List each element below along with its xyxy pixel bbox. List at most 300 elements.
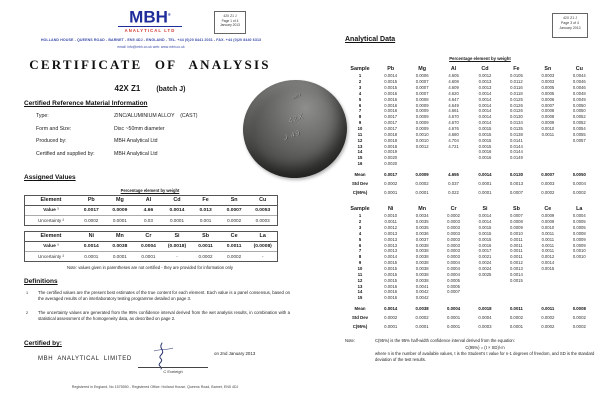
table-cell: 0.0013 (478, 79, 492, 85)
table-cell: C(95%) (352, 190, 368, 196)
column-header: Pb (87, 197, 95, 204)
table-cell: 0.0002 (198, 253, 213, 259)
table-cell: 0.0003 (255, 217, 270, 223)
table-cell: 0.022 (448, 190, 459, 196)
assigned-values-note: Note: values given in parentheses are not certified - they are provided for information only (67, 265, 233, 270)
table-cell: 0.0050 (572, 102, 586, 108)
table-cell: 0.0005 (541, 85, 555, 91)
table-cell: Mean (354, 172, 366, 178)
table-cell: 0.0149 (510, 155, 523, 161)
table-cell: 0.0016 (384, 283, 398, 289)
table-cell: 0.0053 (255, 207, 271, 213)
table-cell: 4.670 (448, 120, 459, 126)
table-cell: 0.0011 (541, 131, 555, 137)
assigned-values-heading: Assigned Values (24, 174, 76, 181)
table-cell: 0.0105 (510, 73, 523, 79)
table-cell: 2 (358, 219, 362, 225)
mbh-logo-subtitle: ANALYTICAL LTD (118, 26, 182, 33)
table-cell: 0.0003 (478, 324, 492, 330)
table-cell: 7 (358, 248, 362, 254)
table-cell: 7 (358, 108, 362, 114)
table-cell: 0.0003 (541, 181, 555, 187)
table-cell: Mean (354, 306, 366, 312)
table-row (345, 96, 595, 102)
table-cell: 0.0016 (384, 108, 398, 114)
table-cell: 0.0034 (415, 213, 429, 219)
table-cell: 0.0013 (510, 266, 523, 272)
table-cell: 0.0015 (384, 277, 398, 283)
table-cell: 0.0009 (541, 120, 555, 126)
table-cell: 4.680 (448, 131, 459, 137)
table-cell: 0.0144 (510, 149, 523, 155)
table-cell: 0.0011 (541, 242, 555, 248)
field-label: Certified and supplied by: (36, 150, 95, 157)
table-cell: 0.0001 (478, 181, 492, 187)
table-row (345, 324, 595, 331)
table-cell: 0.0004 (572, 213, 586, 219)
table-cell: 0.0009 (572, 236, 586, 242)
table-row (25, 206, 277, 216)
table-cell: 0.0011 (541, 236, 555, 242)
table-cell: 0.0016 (478, 149, 492, 155)
table-cell: 0.0002 (572, 190, 586, 196)
note-intro: C(95%) is the 95% half-width confidence interval derived from the equation: (375, 338, 515, 343)
table-cell: 1 (358, 73, 362, 79)
table-cell: 0.0009 (510, 225, 523, 231)
table-cell: 0.0013 (384, 248, 398, 254)
table-cell: Std Dev (352, 315, 368, 321)
column-header: Cr (450, 205, 457, 212)
table-cell: 0.0015 (478, 126, 492, 132)
assigned-values-subheading: Percentage element by weight (120, 188, 180, 193)
table-cell: 4.661 (448, 108, 459, 114)
table-cell: 0.0004 (447, 271, 460, 277)
field-label: Produced by: (36, 138, 67, 144)
product-code: 42X Z1 (114, 84, 141, 93)
table-row (345, 225, 595, 231)
table-cell: 0.0002 (541, 315, 555, 321)
table-cell: 0.0012 (384, 225, 398, 231)
batch-label: (batch J) (156, 86, 186, 93)
table-cell: 0.0038 (112, 243, 128, 249)
table-cell: 13 (357, 283, 363, 289)
table-cell: 0.0014 (478, 108, 492, 114)
table-cell: 0.0003 (447, 248, 460, 254)
table-cell: 0.0009 (415, 108, 429, 114)
table-row (345, 126, 595, 132)
page-stamp-right (552, 13, 588, 38)
table-cell: 0.0050 (572, 172, 586, 178)
table-row (345, 114, 595, 120)
column-header: Al (145, 197, 152, 204)
table-cell: 8 (358, 114, 362, 120)
table-row (345, 260, 595, 266)
table-cell: 0.0055 (572, 131, 586, 137)
table-cell: 0.0135 (510, 126, 523, 132)
table-cell: 0.0010 (415, 137, 429, 143)
table-cell: 0.0017 (384, 114, 398, 120)
table-cell: 0.0035 (415, 219, 429, 225)
table-cell: 0.0125 (510, 96, 523, 102)
table-cell: 0.0016 (384, 90, 398, 96)
table-cell: 0.0001 (446, 315, 461, 321)
table-cell: 0.0007 (509, 190, 523, 196)
table-cell: 0.0003 (447, 254, 460, 260)
table-cell: 4.649 (448, 102, 459, 108)
table-cell: 1 (358, 213, 362, 219)
column-header: La (259, 233, 266, 240)
table-cell: 0.0019 (384, 149, 398, 155)
table-cell: 0.0002 (84, 217, 99, 223)
table-cell: - (176, 253, 178, 259)
table-cell: 0.0038 (415, 242, 429, 248)
table-cell: 0.0005 (541, 90, 555, 96)
table-cell: 0.0017 (83, 207, 99, 213)
table-cell: 0.0001 (415, 190, 429, 196)
disc-engraving-code: 42X (286, 111, 306, 126)
table-cell: 0.0014 (478, 102, 492, 108)
table-cell: 0.0126 (510, 102, 523, 108)
analytical-table-2 (345, 204, 595, 330)
column-header: Sn (544, 65, 552, 72)
table-cell: (0.0018) (167, 243, 187, 249)
table-cell: 0.0112 (510, 79, 523, 85)
note-detail: where n is the number of available values, t is the Student's t value for n-1 degrees of freedom, and SD is the standard deviation of the test results. (375, 351, 595, 362)
table-cell: 0.0003 (447, 230, 460, 236)
table-cell: 0.0016 (384, 295, 398, 301)
mbh-logo-text: MBH® (129, 7, 171, 27)
note-label: Note: (345, 338, 356, 343)
table-cell: 0.0050 (572, 108, 586, 114)
table-cell: 0.0020 (384, 161, 398, 167)
table-cell: 10 (357, 126, 363, 132)
column-header: Si (482, 205, 488, 212)
table-cell: 0.0002 (384, 181, 398, 187)
table-cell: 14 (357, 149, 363, 155)
column-header: Element (40, 197, 62, 204)
table-row (345, 248, 595, 254)
table-cell: 0.0004 (447, 260, 460, 266)
table-row (25, 196, 277, 206)
table-cell: 0.0015 (541, 266, 555, 272)
table-cell: 0.0001 (384, 190, 398, 196)
table-cell: 0.0001 (415, 324, 429, 330)
table-cell: 0.0011 (510, 242, 523, 248)
disc-engraving-batch: J 49 (283, 129, 302, 143)
column-header: Fe (202, 197, 209, 204)
table-cell: 0.0016 (384, 289, 398, 295)
table-cell: 0.0138 (510, 131, 523, 137)
table-cell: 0.0038 (415, 271, 429, 277)
table-cell: 0.0011 (510, 248, 523, 254)
table-cell: 0.0007 (415, 85, 429, 91)
column-header: Mg (418, 65, 427, 72)
table-cell: 0.0001 (141, 253, 156, 259)
table-cell: 0.0141 (510, 137, 523, 143)
table-row (345, 64, 595, 73)
field-value: MBH Analytical Ltd (114, 150, 158, 157)
table-cell: 0.0038 (415, 266, 429, 272)
table-cell: 0.0002 (572, 324, 586, 330)
table-cell: 0.0015 (384, 85, 398, 91)
table-cell: 0.0015 (478, 225, 492, 231)
table-cell: 0.0012 (510, 260, 523, 266)
table-cell: 5 (358, 236, 362, 242)
column-header: Sn (230, 197, 238, 204)
table-cell: 0.0009 (112, 207, 128, 213)
table-cell: 15 (357, 155, 363, 161)
field-label: Type: (36, 113, 49, 119)
table-cell: 0.0009 (415, 114, 429, 120)
table-cell: 0.0003 (447, 219, 460, 225)
table-cell: 0.0001 (384, 324, 398, 330)
table-cell: 0.0005 (447, 283, 460, 289)
table-cell: 0.0011 (384, 219, 397, 225)
table-cell: 4 (358, 90, 362, 96)
table-cell: 4 (358, 230, 362, 236)
table-cell: 0.0013 (384, 236, 398, 242)
column-header: Sb (512, 205, 520, 212)
table-cell: 0.0009 (415, 102, 429, 108)
table-cell: 0.0011 (198, 243, 213, 249)
table-cell: 0.0003 (541, 73, 555, 79)
table-cell: Value ¹ (43, 243, 59, 249)
table-cell: 0.0015 (478, 137, 492, 143)
assigned-values-table-2 (24, 231, 278, 262)
table-row (345, 315, 595, 322)
table-cell: 0.0009 (415, 172, 429, 178)
table-cell: 0.0016 (478, 242, 492, 248)
table-cell: 0.0010 (572, 254, 586, 260)
table-cell: 0.0006 (541, 96, 555, 102)
table-cell: 0.0013 (384, 230, 398, 236)
table-cell: 0.0011 (541, 306, 555, 312)
table-row (345, 254, 595, 260)
table-cell: 0.0009 (541, 219, 555, 225)
table-cell: 0.0018 (478, 306, 492, 312)
definitions-heading: Definitions (24, 278, 58, 285)
sample-disc-photo (238, 75, 352, 183)
table-cell: 0.0010 (541, 225, 555, 231)
table-cell: 4.704 (448, 137, 459, 143)
table-cell: 0.0013 (478, 85, 492, 91)
table-cell: 0.0118 (510, 90, 523, 96)
table-cell: Std Dev (352, 181, 368, 187)
column-header: Si (174, 233, 180, 240)
certification-date: on 2nd January 2013 (214, 351, 256, 356)
table-cell: 4.670 (448, 114, 459, 120)
table-cell: 0.0008 (510, 219, 523, 225)
table-cell: 0.0042 (415, 295, 429, 301)
table-cell: 12 (357, 277, 363, 283)
table-cell: 0.0014 (478, 219, 492, 225)
column-header: Ni (388, 205, 394, 212)
table-cell: 12 (357, 137, 363, 143)
table-cell: 0.0016 (384, 102, 398, 108)
table-row (345, 306, 595, 313)
signatory-name: C Eveleigh (163, 369, 183, 374)
field-value: ZINC/ALUMINIUM ALLOY (CAST) (114, 113, 198, 119)
table-cell: 0.0007 (415, 90, 429, 96)
note-body (375, 338, 595, 362)
table-cell: 0.0014 (478, 120, 492, 126)
mbh-logo (118, 6, 182, 33)
table-cell: 3 (358, 225, 362, 231)
table-row (25, 216, 277, 225)
table-cell: 0.0010 (572, 248, 586, 254)
table-row (345, 231, 595, 237)
column-header: Pb (387, 65, 395, 72)
table-cell: 0.0016 (384, 96, 398, 102)
column-header: Al (450, 65, 457, 72)
company-address: HOLLAND HOUSE - QUEENS ROAD - BARNET - EN5 4DJ - ENGLAND - TEL. +44 (0)20 8441 2031 - FAX. +44 (0)20 8440 6313 (40, 38, 262, 42)
table-cell: 0.0035 (415, 225, 429, 231)
table-cell: 0.0057 (572, 137, 586, 143)
table-cell: 0.0002 (384, 315, 398, 321)
column-header: Cd (481, 65, 489, 72)
table-cell: 11 (357, 271, 363, 277)
table-cell: 0.0054 (572, 126, 586, 132)
table-cell: 0.0025 (478, 271, 492, 277)
table-cell: 0.0007 (447, 289, 460, 295)
table-cell: 0.0018 (384, 131, 398, 137)
definition-1 (26, 290, 290, 301)
table-cell: 0.0002 (509, 315, 523, 321)
table-cell: 0.0024 (478, 260, 492, 266)
column-header: Ce (230, 233, 238, 240)
table-row (345, 181, 595, 188)
certificate-title: CERTIFICATE OF ANALYSIS (29, 57, 271, 72)
table-cell: Value ¹ (43, 207, 59, 213)
table-cell: 0.0038 (415, 306, 429, 312)
analytical-table-1 (345, 64, 595, 196)
table-cell: 0.0021 (478, 254, 492, 260)
table-row (345, 190, 595, 197)
table-cell: 0.0002 (415, 181, 429, 187)
table-row (345, 204, 595, 213)
table-cell: 0.0001 (112, 217, 127, 223)
table-cell: 0.0003 (447, 225, 460, 231)
table-cell: 0.0011 (510, 254, 523, 260)
table-cell: 0.013 (199, 207, 212, 213)
table-cell: 0.0001 (478, 190, 492, 196)
table-cell: 0.0014 (478, 90, 492, 96)
table-cell: 0.0010 (415, 131, 429, 137)
field-value: Disc ~50mm diameter (114, 125, 165, 132)
table-cell: 0.0126 (510, 108, 523, 114)
table-cell: 0.0008 (572, 230, 586, 236)
column-header: Sample (350, 65, 370, 72)
crm-info-fields (36, 113, 246, 163)
table-cell: 4.605 (448, 73, 459, 79)
table-cell: 0.0005 (572, 225, 586, 231)
analytical-data-heading: Analytical Data (345, 36, 396, 43)
table-cell: 0.037 (448, 181, 459, 187)
table-cell: 0.0007 (510, 213, 523, 219)
table-cell: 0.0001 (509, 324, 523, 330)
table-cell: 0.0018 (384, 137, 398, 143)
table-cell: 0.0005 (572, 219, 586, 225)
table-row (345, 131, 595, 137)
table-cell: 0.0013 (509, 181, 523, 187)
stamp-page: Page 3 of 4 (561, 21, 579, 25)
table-cell: 9 (358, 260, 362, 266)
table-cell: 0.03 (143, 217, 153, 223)
table-cell: 0.0130 (509, 172, 523, 178)
table-cell: 0.0012 (478, 73, 492, 79)
column-header: Mn (418, 205, 427, 212)
table-cell: 0.0001 (446, 324, 461, 330)
disc-engraving-brand: MBH (290, 92, 302, 101)
table-cell: 0.0014 (541, 260, 555, 266)
column-header: Sb (202, 233, 209, 240)
analytical-data-subheading: Percentage element by weight (449, 56, 511, 61)
table-cell: 0.0014 (384, 73, 398, 79)
table-cell: 0.0002 (572, 315, 586, 321)
table-cell: 0.0002 (447, 213, 460, 219)
column-header: Mg (115, 197, 124, 204)
assigned-values-table-1 (24, 195, 278, 226)
definition-marker: 2 (26, 310, 29, 315)
table-cell: 0.0024 (478, 266, 492, 272)
field-form-size (36, 126, 246, 132)
table-cell: 10 (357, 266, 363, 272)
table-row (345, 242, 595, 248)
table-cell: 0.0014 (478, 213, 492, 219)
table-row (345, 295, 595, 301)
field-produced-by (36, 138, 246, 144)
definition-2 (26, 310, 290, 321)
table-row (345, 91, 595, 97)
table-cell: 0.0004 (447, 266, 460, 272)
table-cell: 4.676 (448, 126, 459, 132)
table-cell: 0.0020 (384, 155, 398, 161)
table-row (345, 213, 595, 219)
table-cell: 0.0015 (478, 236, 492, 242)
table-cell: 9 (358, 120, 362, 126)
table-cell: 13 (357, 143, 363, 149)
table-row (345, 219, 595, 225)
table-cell: 0.0011 (509, 306, 523, 312)
column-header: La (576, 205, 583, 212)
page-stamp-left (214, 11, 246, 34)
table-cell: 0.0037 (415, 236, 429, 242)
stamp-page: Page 1 of 4 (221, 18, 239, 23)
table-cell: 0.0144 (510, 143, 523, 149)
table-cell: 0.0002 (227, 217, 242, 223)
table-row (345, 172, 595, 179)
table-row (345, 236, 595, 242)
column-header: Cu (259, 197, 267, 204)
table-cell: 0.0009 (415, 126, 429, 132)
table-cell: 0.0017 (384, 126, 398, 132)
column-header: Cd (173, 197, 181, 204)
table-cell: 15 (357, 295, 363, 301)
table-cell: 0.0010 (541, 126, 555, 132)
table-cell: 0.0014 (478, 114, 492, 120)
table-row (345, 120, 595, 126)
table-cell: 0.0008 (541, 114, 555, 120)
registered-office-footer: Registered in England, No 1575550 - Registered Office: Holland House, Queens Road, Barnet, EN5 4DJ (71, 385, 239, 389)
table-cell: 0.0014 (83, 243, 99, 249)
column-header: Fe (513, 65, 520, 72)
table-cell: 4.608 (448, 79, 459, 85)
table-cell: 0.0009 (572, 242, 586, 248)
certified-by-heading: Certified by: (24, 340, 62, 347)
table-cell: 0.0008 (415, 96, 429, 102)
table-row (345, 79, 595, 85)
table-cell: 0.0011 (510, 236, 523, 242)
